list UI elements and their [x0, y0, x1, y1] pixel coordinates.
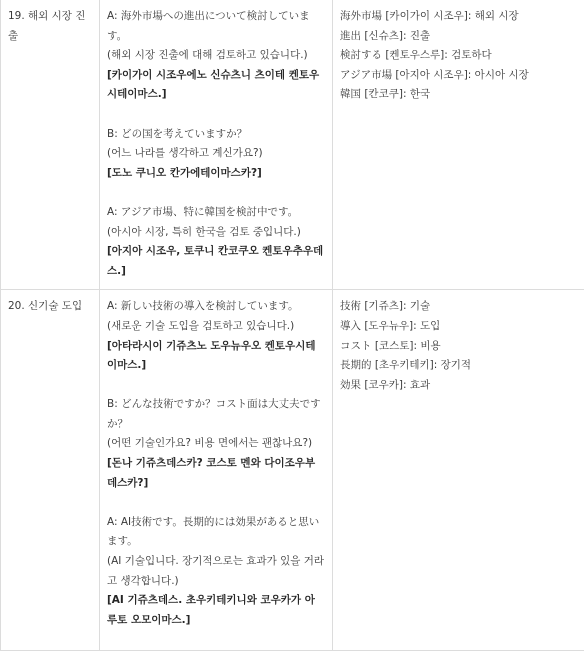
- vocab-item: 検討する [켄토우스루]: 검토하다: [340, 46, 577, 66]
- vocab-item: アジア市場 [아지아 시조우]: 아시아 시장: [340, 66, 577, 86]
- vocab-cell: [333, 0, 584, 290]
- spacer: [107, 493, 325, 513]
- dialogue-japanese: B: どんな技術ですか？コスト面は大丈夫ですか？: [107, 395, 325, 434]
- dialogue-reading: [아지아 시조우, 토쿠니 칸코쿠오 켄토우추우데스.]: [107, 242, 325, 281]
- dialogue-japanese: A: AI技術です。長期的には効果があると思います。: [107, 513, 325, 552]
- table-row: [1, 290, 584, 651]
- topic-heading: 19. 해외 시장 진출: [8, 7, 92, 46]
- dialogue-reading: [카이가이 시조우에노 신슈츠니 츠이테 켄토우시테이마스.]: [107, 66, 325, 105]
- topic-cell: [1, 0, 100, 290]
- dialogue-korean: (아시아 시장, 특히 한국을 검토 중입니다.): [107, 223, 325, 243]
- dialogue-japanese: A: 海外市場への進出について検討しています。: [107, 7, 325, 46]
- vocab-item: コスト [코스토]: 비용: [340, 337, 577, 357]
- dialogue-korean: (새로운 기술 도입을 검토하고 있습니다.): [107, 317, 325, 337]
- vocab-item: 効果 [코우카]: 효과: [340, 376, 577, 396]
- vocab-item: 韓国 [칸코쿠]: 한국: [340, 85, 577, 105]
- dialogue-japanese: A: 新しい技術の導入を検討しています。: [107, 297, 325, 317]
- dialogue-korean: (해외 시장 진출에 대해 검토하고 있습니다.): [107, 46, 325, 66]
- dialogue-korean: (어떤 기술인가요? 비용 면에서는 괜찮나요?): [107, 434, 325, 454]
- dialogue-japanese: B: どの国を考えていますか？: [107, 125, 325, 145]
- vocab-item: 技術 [기쥬츠]: 기술: [340, 297, 577, 317]
- topic-heading: 20. 신기술 도입: [8, 297, 92, 317]
- dialogue-cell: [100, 0, 333, 290]
- vocab-item: 長期的 [초우키테키]: 장기적: [340, 356, 577, 376]
- dialogue-reading: [도노 쿠니오 칸가에테이마스카?]: [107, 164, 325, 184]
- vocab-item: 導入 [도우뉴우]: 도입: [340, 317, 577, 337]
- vocab-cell: [333, 290, 584, 651]
- dialogue-reading: [아타라시이 기쥬츠노 도우뉴우오 켄토우시테이마스.]: [107, 337, 325, 376]
- dialogue-japanese: A: アジア市場、特に韓国を検討中です。: [107, 203, 325, 223]
- vocab-item: 進出 [신슈츠]: 진출: [340, 27, 577, 47]
- dialogue-korean: (어느 나라를 생각하고 계신가요?): [107, 144, 325, 164]
- dialogue-cell: [100, 290, 333, 651]
- dialogue-korean: (AI 기술입니다. 장기적으로는 효과가 있을 거라고 생각합니다.): [107, 552, 325, 591]
- spacer: [107, 105, 325, 125]
- spacer: [107, 376, 325, 396]
- spacer: [107, 183, 325, 203]
- table-row: [1, 0, 584, 290]
- dialogue-reading: [AI 기쥬츠데스. 초우키테키니와 코우카가 아루토 오모이마스.]: [107, 591, 325, 630]
- topic-cell: [1, 290, 100, 651]
- vocab-item: 海外市場 [카이가이 시조우]: 해외 시장: [340, 7, 577, 27]
- dialogue-reading: [돈나 기쥬츠데스카? 코스토 멘와 다이조우부데스카?]: [107, 454, 325, 493]
